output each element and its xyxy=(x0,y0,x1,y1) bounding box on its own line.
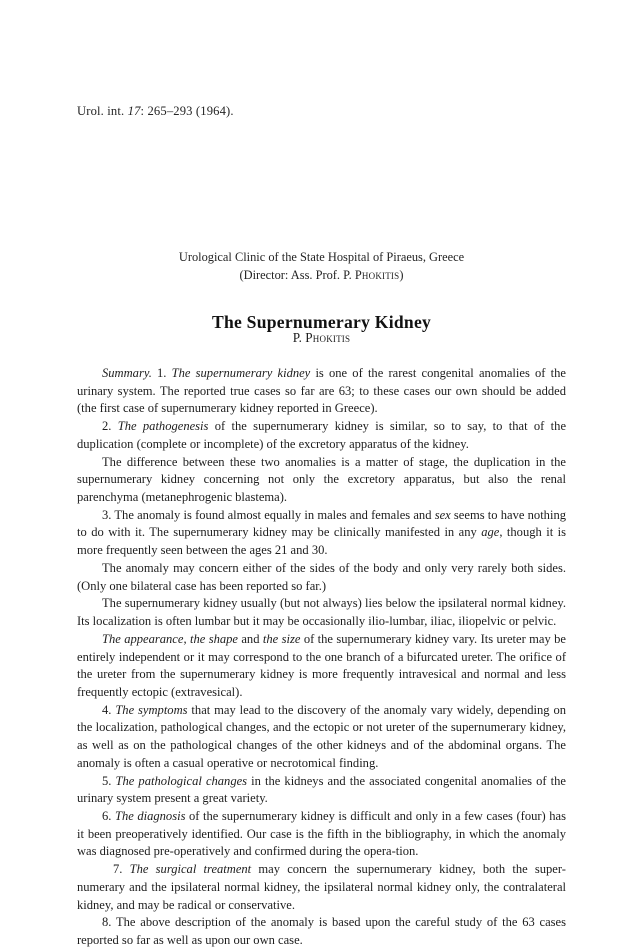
author-initial: P. xyxy=(292,330,306,345)
affiliation-director-suffix: ) xyxy=(399,267,404,282)
summary-item-6 xyxy=(77,808,566,861)
affiliation-director-name: Phokitis xyxy=(354,267,400,282)
affiliation-director xyxy=(0,267,643,284)
sides-text: The anomaly may concern either of the sides of the body and only very rarely both sides. (Only one bilateral case has been reported so far.) xyxy=(77,560,566,593)
item-6-term: The diagnosis xyxy=(114,808,186,823)
summary-paragraph-difference xyxy=(77,454,566,507)
difference-text: The difference between these two anomalies is a matter of stage, the duplication in the supernumerary kidney concerning not only the excretory apparatus, but also the renal parenchyma (metanephrogenic blastema). xyxy=(77,454,566,505)
item-7-text: may concern the supernumerary kidney, both the super-numerary and the ipsilateral normal kidney, the ipsilateral normal kidney only, the contralateral kidney, and may be radical or conservative. xyxy=(77,862,566,912)
summary-paragraph-appearance xyxy=(77,631,566,702)
author-line xyxy=(0,330,643,346)
journal-citation-suffix: : 265–293 (1964). xyxy=(140,104,234,118)
item-2-term: The pathogenesis xyxy=(117,419,209,434)
item-3-text-part-3: , though it is more frequently seen between the ages 21 and 30. xyxy=(77,525,566,558)
item-8-number: 8. xyxy=(102,915,116,930)
item-6-text: of the supernumerary kidney is difficult and only in a few cases (four) has it been preoperatively identified. Our case is the fifth in the bibliography, in which the anomaly was diagnosed pre-operatively and confirmed during the opera-tion. xyxy=(77,808,566,859)
summary-item-3 xyxy=(77,507,566,560)
item-1-text: is one of the rarest congenital anomalies of the urinary system. The reported true cases so far are 63; to these cases our own should be added (the first case of supernumerary kidney reported in Greece). xyxy=(77,366,567,416)
journal-citation xyxy=(77,104,234,119)
journal-volume: 17 xyxy=(127,104,141,118)
localization-text: The supernumerary kidney usually (but not always) lies below the ipsilateral normal kidney. Its localization is often lumbar but it may be occasionally ilio-lumbar, iliac, iliopelvic or pelvic. xyxy=(77,596,566,629)
affiliation-institution: Urological Clinic of the State Hospital of Piraeus, Greece xyxy=(178,250,465,264)
summary-item-4 xyxy=(77,702,566,773)
item-4-term: The symptoms xyxy=(115,702,188,717)
appearance-text-part-2: of the supernumerary kidney vary. Its ureter may be entirely independent or it may correspond to the one branch of a bifurcated ureter. The orifice of the ureter from the supernumerary kidney is more frequently intravesical and normal and less frequently ectopic (extravesical). xyxy=(77,631,566,699)
appearance-term-1: The appearance, the shape xyxy=(102,631,238,646)
item-3-term-age: age xyxy=(481,525,500,540)
summary-paragraph-sides xyxy=(77,560,566,595)
item-1-term: The supernumerary kidney xyxy=(171,366,311,380)
item-3-number: 3. xyxy=(102,507,115,522)
item-8-text: The above description of the anomaly is based upon the careful study of the 63 cases reported so far as well as upon our own case. xyxy=(77,915,566,947)
item-7-number: 7. xyxy=(113,862,130,877)
item-2-number: 2. xyxy=(102,419,118,434)
item-4-text: that may lead to the discovery of the anomaly vary widely, depending on the localization, pathological changes, and the ectopic or not ureter of the supernumerary kidney, as well as on the pathological changes of the other kidneys and of the abdominal organs. The anomaly is often a casual operative or necrotomical finding. xyxy=(77,702,566,770)
appearance-term-2: the size xyxy=(262,631,301,646)
item-5-text: in the kidneys and the associated congenital anomalies of the urinary system present a great variety. xyxy=(77,773,567,806)
article-body xyxy=(77,365,566,950)
item-3-text-part-2: seems to have nothing to do with it. The supernumerary kidney may be clinically manifested in any xyxy=(77,507,566,540)
affiliation-director-prefix: (Director: Ass. Prof. P. xyxy=(239,267,355,282)
summary-paragraph-localization xyxy=(77,595,566,630)
item-2-text: of the supernumerary kidney is similar, so to say, to that of the duplication (complete or incomplete) of the excretory apparatus of the kidney. xyxy=(77,419,567,451)
summary-item-8 xyxy=(77,914,566,949)
appearance-text-part-1: and xyxy=(237,631,263,646)
item-5-number: 5. xyxy=(102,773,116,788)
author-surname: Phokitis xyxy=(305,330,351,345)
item-3-text-part-1: The anomaly is found almost equally in males and females and xyxy=(114,507,435,522)
item-1-number: 1. xyxy=(151,366,172,380)
item-7-term: The surgical treatment xyxy=(129,862,252,877)
journal-citation-prefix: Urol. int. xyxy=(77,104,128,118)
item-6-number: 6. xyxy=(102,808,115,823)
affiliation-block xyxy=(0,249,643,283)
summary-item-2 xyxy=(77,418,566,453)
item-3-term-sex: sex xyxy=(434,507,451,522)
item-4-number: 4. xyxy=(102,702,116,717)
item-5-term: The pathological changes xyxy=(115,773,248,788)
page-title: The Supernumerary Kidney xyxy=(211,311,432,332)
summary-item-1 xyxy=(77,365,566,418)
summary-label: Summary. xyxy=(102,366,152,380)
summary-item-5 xyxy=(77,773,566,808)
summary-item-7 xyxy=(77,861,566,914)
